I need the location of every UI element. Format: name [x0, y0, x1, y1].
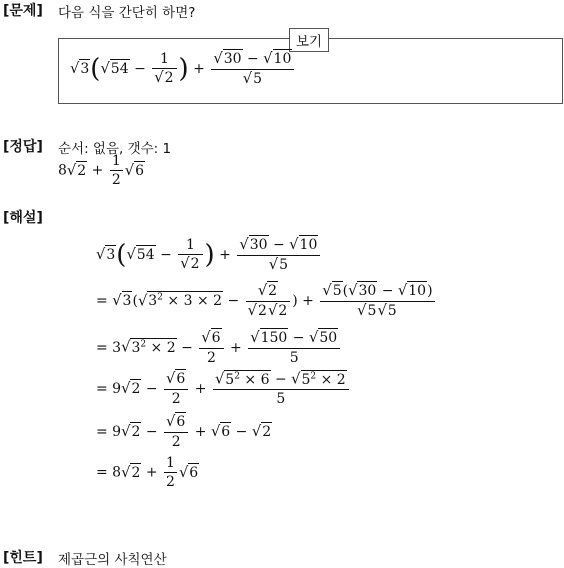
solution-line-4: = 9√2 − $\frac{√6}{2}$ + $\frac{√5^2 \times 6 - √5^2 \times 2}{5}$: [96, 372, 351, 406]
solution-line-3: = $3√3^2 \times 2$ − $\frac{√6}{2}$ + $\frac{√150 - √50}{5}$: [96, 331, 342, 365]
solution-line-5: = 9√2 − $\frac{√6}{2}$ + √6 − √2: [96, 413, 272, 450]
answer-meta: 순서: 없음, 갯수: 1: [58, 141, 172, 157]
answer-expression: 8√2 + $\frac{1}{2}$ √6: [58, 153, 145, 188]
hint-text: 제곱근의 사칙연산: [58, 552, 167, 568]
problem-expression: √3(√54 − $\frac{1}{√2}$ ) + $\frac{√30 - √10}{√5}$: [70, 52, 296, 86]
solution-line-2: = $√3(√3^2 \times 3 \times 2$ − $\frac{√2}{√2√2}$ ) + $\frac{√5(√30 - √10)}{√5√5}$: [96, 282, 433, 319]
example-box-title: 보기: [289, 28, 329, 52]
solution-line-1: √3(√54 − $\frac{1}{√2}$ ) + $\frac{√30 - √10}{√5}$: [96, 238, 322, 272]
answer-label: [정답]: [3, 139, 43, 155]
solution-label: [해설]: [3, 210, 43, 226]
hint-label: [힌트]: [3, 550, 43, 566]
solution-line-6: = 8√2 + $\frac{1}{2}$ √6: [96, 455, 199, 490]
problem-label: [문제]: [3, 3, 43, 19]
problem-question: 다음 식을 간단히 하면?: [58, 5, 196, 21]
